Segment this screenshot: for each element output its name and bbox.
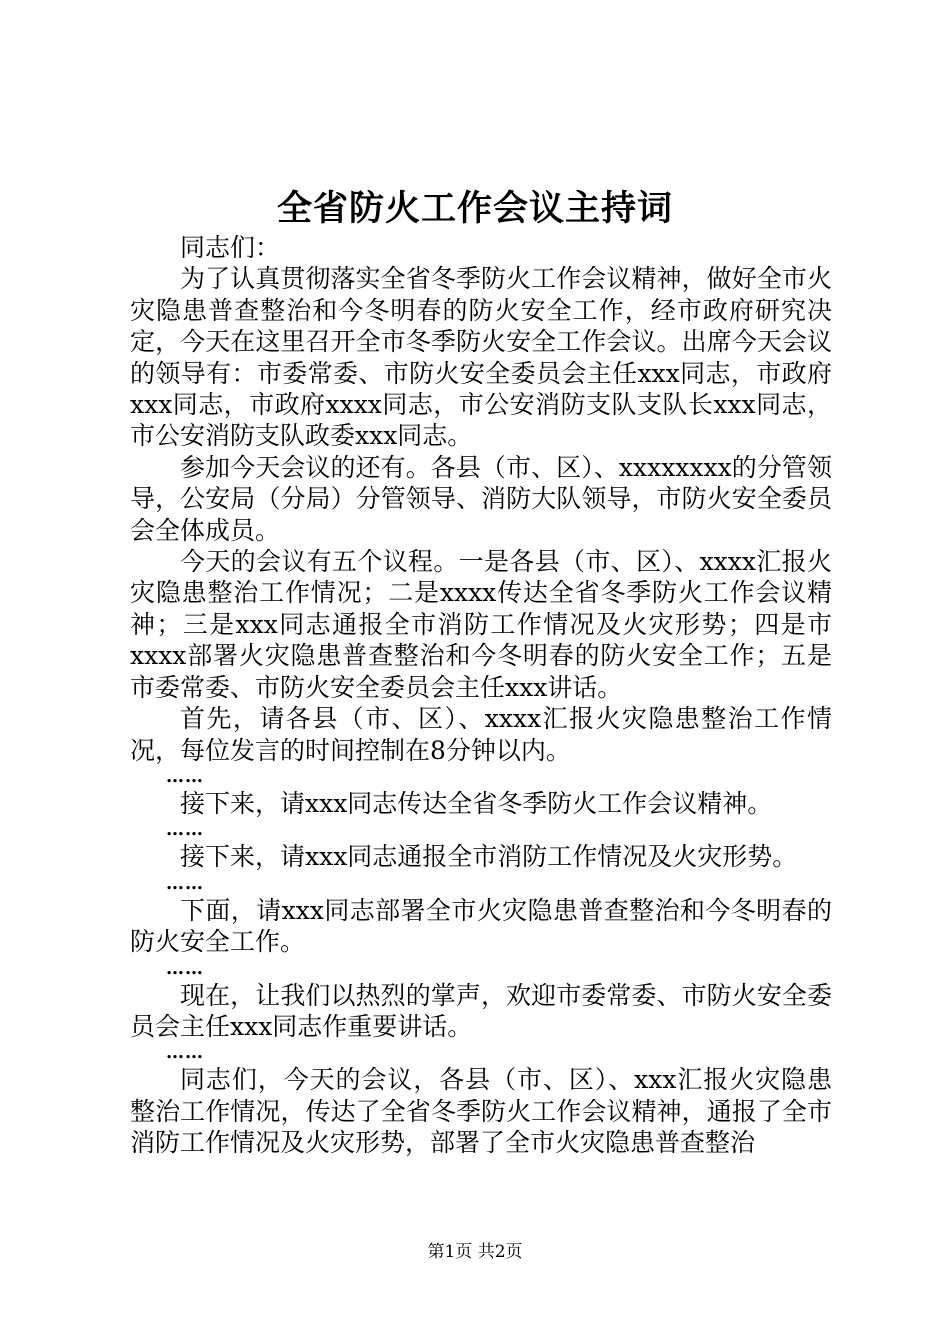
paragraph-first-item: 首先，请各县（市、区）、xxxx汇报火灾隐患整治工作情况，每位发言的时间控制在8分钟以内。 <box>130 704 832 765</box>
paragraph-fifth-item: 现在，让我们以热烈的掌声，欢迎市委常委、市防火安全委员会主任xxx同志作重要讲话。 <box>130 980 832 1041</box>
paragraph-fourth-item: 下面，请xxx同志部署全市火灾隐患普查整治和今冬明春的防火安全工作。 <box>130 895 832 957</box>
paragraph-agenda: 今天的会议有五个议程。一是各县（市、区）、xxxx汇报火灾隐患整治工作情况；二是xxxx传达全省冬季防火工作会议精神；三是xxx同志通报全市消防工作情况及火灾形势；四是市xxxx部署火灾隐患普查整治和今冬明春的防火安全工作；五是市委常委、市防火安全委员会主任xxx讲话。 <box>130 547 832 702</box>
ellipsis-separator: …… <box>166 765 204 787</box>
ellipsis-separator: …… <box>166 819 204 841</box>
document-body <box>130 232 832 1159</box>
ellipsis-separator: …… <box>166 872 204 894</box>
paragraph-summary: 同志们，今天的会议，各县（市、区）、xxx汇报火灾隐患整治工作情况，传达了全省冬季防火工作会议精神，通报了全市消防工作情况及火灾形势，部署了全市火灾隐患普查整治 <box>130 1065 832 1158</box>
ellipsis-separator: …… <box>166 957 204 979</box>
paragraph-third-item: 接下来，请xxx同志通报全市消防工作情况及火灾形势。 <box>180 842 798 872</box>
ellipsis-separator: …… <box>166 1042 204 1064</box>
salutation: 同志们： <box>180 233 281 262</box>
page-number-footer: 第1页 共2页 <box>427 1242 523 1262</box>
paragraph-second-item: 接下来，请xxx同志传达全省冬季防火工作会议精神。 <box>180 788 773 818</box>
paragraph-attendees: 参加今天会议的还有。各县（市、区）、xxxxxxxx的分管领导，公安局（分局）分管领导、消防大队领导，市防火安全委员会全体成员。 <box>130 452 832 545</box>
document-title: 全省防火工作会议主持词 <box>276 188 673 229</box>
paragraph-opening: 为了认真贯彻落实全省冬季防火工作会议精神，做好全市火灾隐患普查整治和今冬明春的防火安全工作，经市政府研究决定，今天在这里召开全市冬季防火安全工作会议。出席今天会议的领导有：市委常委、市防火安全委员会主任xxx同志，市政府xxx同志，市政府xxxx同志，市公安消防支队支队长xxx同志，市公安消防支队政委xxx同志。 <box>130 264 832 451</box>
